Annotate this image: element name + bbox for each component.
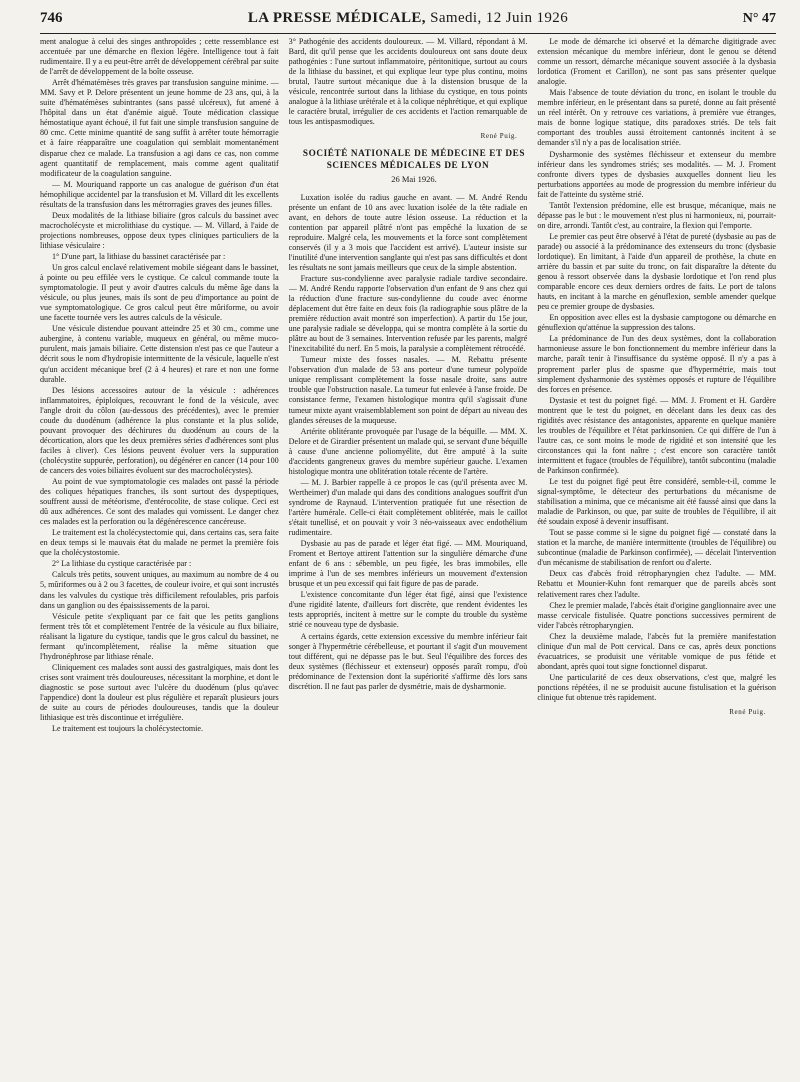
article-paragraph: Chez le premier malade, l'abcès était d'origine ganglionnaire avec une masse cervicale fistulisée. Quatre ponctions successives permirent de vider l'abcès rétropharyngien. bbox=[537, 600, 777, 630]
article-paragraph: L'existence concomitante d'un léger état figé, ainsi que l'existence d'une rigidité latente, d'ailleurs fort discrète, que rendent évidentes les tests appropriés, incitent à mettre sur le compte du trouble du système strié ce nouveau type de dysbasie. bbox=[288, 590, 528, 630]
article-paragraph: Des lésions accessoires autour de la vésicule : adhérences inflammatoires, épiploïques, recouvrant le fond de la vésicule, avec l'angle droit du côlon (au-dessous des précédentes), avec le premier coude du duodénum (adhérence la plus constante et la plus solide, pouvant provoquer des déchirures du duodénum au cours de la décortication, alors que les deux premières séries d'adhérences sont plus faciles à cliver). Ces lésions peuvent évoluer vers la suppuration (cholécystite suppurée, perforation), ou dégénérer en cancer (14 pour 100 de cancers des voies biliaires évoluent sur des macrocholécystes). bbox=[40, 385, 279, 475]
column-right bbox=[537, 37, 776, 1072]
journal-masthead bbox=[100, 10, 716, 27]
signature: René Puig. bbox=[480, 132, 518, 141]
article-paragraph: Arrêt d'hématémèses très graves par transfusion sanguine minime. — MM. Savy et P. Delore présentent un jeune homme de 23 ans, qui, à la suite d'hématémèses subintrantes (sans passé ulcéreux), fut amené à l'hôpital dans un état d'anémie aiguë. Toute médication classique hémostatique ayant échoué, il fut fait une simple transfusion sanguine de 80 cmc. Cette minime quantité de sang suffit à arrêter toute hémorragie et à faire réapparaître une coagulation qui semblait momentanément disparue chez ce malade. La transfusion a agi dans ce cas, non comme agent quantitatif de remplacement, mais comme agent qualitatif modificateur de la coagulation sanguine. bbox=[40, 78, 279, 178]
article-paragraph: — M. J. Barbier rappelle à ce propos le cas (qu'il présenta avec M. Wertheimer) d'un malade qui dans des conditions analogues souffrit d'un syndrome de Raynaud. L'intervention pratiquée fut une résection de l'artère humérale. Celle-ci était complètement oblitérée, mais le caillot s'était tunellisé, et on pouvait y voir 3 néo-vaisseaux avec endothélium rudimentaire. bbox=[288, 477, 528, 538]
page-number: 746 bbox=[40, 10, 63, 26]
article-paragraph: Dysbasie au pas de parade et léger état figé. — MM. Mouriquand, Froment et Bertoye attirent l'attention sur la singulière démarche d'une enfant de 6 ans : sébemble, un peu figée, les bras immobiles, elle imprime à l'un de ses membres inférieurs un mouvement d'extension brusque et un peu excessif qui fait figure de pas de parade. bbox=[288, 539, 528, 589]
article-paragraph: Chez la deuxième malade, l'abcès fut la première manifestation clinique d'un mal de Pott cervical. Dans ce cas, après deux ponctions évacuatrices, se produisit une véritable vomique de pus fétide et abondant, après quoi tout signe fonctionnel disparut. bbox=[537, 631, 777, 671]
article-paragraph: 2° La lithiase du cystique caractérisée par : bbox=[52, 559, 192, 569]
society-heading: SOCIÉTÉ NATIONALE DE MÉDECINE ET DES SCIENCES MÉDICALES DE LYON bbox=[302, 148, 526, 171]
article-paragraph: Un gros calcul enclavé relativement mobile siégeant dans le bassinet, à pointe ou peu effilée vers le cystique. Ce calcul commande toute la symptomatologie. Il peut y avoir d'autres calculs du même âge dans la vésicule, ou plus jeunes, mais ils sont de peu d'importance au point de vue symptomatologique. Ce gros calcul peut être mûriforme, ou avoir une facette tournée vers les autres calculs de la vésicule. bbox=[40, 263, 279, 323]
article-paragraph: Deux modalités de la lithiase biliaire (gros calculs du bassinet avec macrocholécyste et microlithiase du cystique. — M. Villard, à l'aide de projections nombreuses, oppose deux types cliniques particuliers de la lithiase vésiculaire : bbox=[40, 210, 279, 250]
article-paragraph: Le test du poignet figé peut être considéré, semble-t-il, comme le signal-symptôme, le détecteur des perturbations du mécanisme de stabilisation a minima, que ce mécanisme ait été faussé ainsi que dans la maladie de Parkinson, ou que, par suite de troubles de l'équilibre, il ait été soudain exposé à devenir insuffisant. bbox=[537, 477, 777, 527]
article-paragraph: Au point de vue symptomatologie ces malades ont passé la période des coliques hépatiques franches, ils sont surtout des dyspeptiques, souffrent aussi de météorisme, d'entérocolite, de stase colique. Ceci est dû aux adhérences. Ce sont des malades qui vomissent. Le danger chez ces malades est la perforation ou la dégénérescence cancéreuse. bbox=[40, 477, 279, 527]
article-paragraph: Luxation isolée du radius gauche en avant. — M. André Rendu présente un enfant de 10 ans avec luxation isolée de la tête radiale en avant, en dehors de toute autre lésion osseuse. La réduction et la contention par appareil plâtré n'ont pas empêché la luxation de se reproduire. Malgré cela, les mouvements et la force sont complètement conservés (il y a 3 mois que l'accident est arrivé). L'auteur insiste sur l'inutilité d'une intervention sanglante qui n'est pas sans difficultés et dont les résultats ne sont jamais meilleurs que ceux de la simple abstention. bbox=[288, 192, 528, 272]
page-header bbox=[40, 4, 776, 34]
article-paragraph: Vésicule petite s'expliquant par ce fait que les petits ganglions ferment très tôt et complètement l'entrée de la vésicule au flux biliaire, réalisant la ligature du cystique, tandis que le gros calcul du bassinet, ne fermant qu'incomplètement, réalise la même situation que l'hydronéphrose par lithiase rénale. bbox=[40, 611, 279, 661]
article-paragraph: Deux cas d'abcès froid rétropharyngien chez l'adulte. — MM. Rebattu et Mounier-Kuhn font remarquer que de pareils abcès sont relativement rares chez l'adulte. bbox=[537, 569, 777, 599]
article-paragraph: ment analogue à celui des singes anthropoïdes ; cette ressemblance est accentuée par une démarche en flexion légère. Intelligence tout à fait rudimentaire. Il y a eu peut-être arrêt de développement cérébral par suite de l'arrêt de développement de la boîte osseuse. bbox=[40, 37, 279, 77]
signature: René Puig. bbox=[729, 708, 767, 717]
article-paragraph: Le traitement est la cholécystectomie qui, dans certains cas, sera faite en deux temps si le mauvais état du malade ne permet la première fois que la cholécystostomie. bbox=[40, 528, 279, 558]
article-paragraph: Une particularité de ces deux observations, c'est que, malgré les ponctions répétées, il ne se produisit aucune fistulisation et la guérison clinique fut obtenue très rapidement. bbox=[537, 672, 777, 702]
article-paragraph: Tantôt l'extension prédomine, elle est brusque, mécanique, mais ne dépasse pas le but : le mouvement n'est plus ni harmonieux, ni, pourrait-on dire, arrondi. Tantôt c'est, au contraire, la flexion qui l'emporte. bbox=[537, 200, 777, 230]
article-paragraph: Calculs très petits, souvent uniques, au maximum au nombre de 4 ou 5, mûriformes ou à 2 ou 3 facettes, de couleur ivoire, et qui sont incrustés dans les valvules du cystique très difficilement refoulables, pris parfois dans un ganglion ou des épaississements de la paroi. bbox=[40, 570, 279, 610]
article-paragraph: En opposition avec elles est la dysbasie camptogone ou démarche en génuflexion qu'atténue la suppression des talons. bbox=[537, 313, 777, 333]
article-paragraph: Dystasie et test du poignet figé. — MM. J. Froment et H. Gardère montrent que le test du poignet, en décelant dans les deux cas des rigidités avec résistance des antagonistes, apparente en quelque manière les troubles de l'équilibre et l'état parkinsonien. Ce qui diffère de l'un à l'autre cas, ce sont moins le mode de rigidité et son intensité que les circonstances qui la font naître ; c'est encore son caractère tantôt intermittent et fugace (troubles de l'équilibre), tantôt subcontinu (maladie de Parkinson confirmée). bbox=[537, 395, 777, 475]
session-date: 26 Mai 1926. bbox=[391, 174, 437, 185]
article-paragraph: 3° Pathogénie des accidents douloureux. — M. Villard, répondant à M. Bard, dit qu'il pense que les accidents douloureux ont sans doute deux pathogénies : l'une surtout inflammatoire, péritonitique, surtout au cours de la lithiase du bassinet, et qui explique leur type plus continu, moins brutal, l'autre surtout mécanique due à la distension brusque de la vésicule, rencontrée surtout dans la lithiase du cystique, en tous points analogue à la lithiase urétérale et à la colique néphrétique, et qui explique le caractère brutal, irrégulier de ces accidents et l'action remarquable de tous les antispasmodiques. bbox=[288, 37, 528, 127]
article-paragraph: Fracture sus-condylienne avec paralysie radiale tardive secondaire. — M. André Rendu rapporte l'observation d'un enfant de 9 ans chez qui la réduction d'une fracture sus-condylienne du coude avec énorme déplacement dut être faite en deux fois (la radiographie sous plâtre de la première réduction avait montré son imperfection). A partir du 15e jour, une paralysie radiale se développa, qui se montra complète à la sortie du plâtre au bout de 3 semaines. Intervention refusée par les parents, malgré l'inexcitabilité du nerf. En 5 mois, la paralysie a complètement rétrocédé. bbox=[288, 273, 528, 354]
article-paragraph: La prédominance de l'un des deux systèmes, dont la collaboration harmonieuse assure le bon fonctionnement du membre inférieur dans la marche, paraît tenir à l'insuffisance du système opposé. Il n'y a pas à proprement parler plus de spasme que d'hypermétrie, mais tout simplement dysharmonie des systèmes opposés et rupture de l'équilibre des forces en présence. bbox=[537, 334, 777, 394]
article-paragraph: 1° D'une part, la lithiase du bassinet caractérisée par : bbox=[52, 251, 226, 261]
article-paragraph: Dysharmonie des systèmes fléchisseur et extenseur du membre inférieur dans les syndromes striés; ses modalités. — M. J. Froment confronte divers types de dysbasies auxquelles donnent lieu les perturbations apportées au mode de progression du membre inférieur du fait de l'atteinte du système strié. bbox=[537, 149, 777, 199]
article-paragraph: Le traitement est toujours la cholécystectomie. bbox=[52, 724, 204, 734]
column-middle bbox=[289, 37, 528, 1072]
article-paragraph: Le premier cas peut être observé à l'état de pureté (dysbasie au pas de parade) ou associé à la prédominance des extenseurs du tronc (dysbasie lordotique). En limitant, à l'aide d'un appareil de prothèse, la chute en arrière du bassin et par suite du tronc, on fait disparaître la détente du genou à ressort observée dans la dysbasie lordotique et l'on rend plus comparable encore ces deux derniers ordres de faits. Le port de talons hauts, en incitant à la marche en génuflexion, semble amender quelque peu ce premier groupe de dysbasies. bbox=[537, 231, 777, 312]
article-paragraph: Le mode de démarche ici observé et la démarche digitigrade avec extension mécanique du membre inférieur, dont le genou se détend comme un ressort, démarche mécanique souvent associée à la dysbasia lordotica (Froment et Carillon), ne sont pas sans présenter quelque analogie. bbox=[537, 37, 777, 87]
article-paragraph: A certains égards, cette extension excessive du membre inférieur fait songer à l'hypermétrie cérébelleuse, et pourtant il s'agit d'un mouvement tout différent, qui ne dépasse pas le but. Seul l'équilibre des forces des deux systèmes (fléchisseur et extenseur) opposés paraît rompu, d'où prédominance de l'extension dont la supériorité s'affirme dès lors sans discrétion. Il ne faut pas parler de dysmétrie, mais de dysharmonie. bbox=[288, 631, 528, 691]
article-paragraph: Cliniquement ces malades sont aussi des gastralgiques, mais dont les crises sont vraiment très douloureuses, nécessitant la morphine, et dont le diagnostic se pose surtout avec l'ulcère du duodénum (plus qu'avec l'appendice) dont la douleur est plus régulière et reparaît plusieurs jours de suite au cours de périodes douloureuses, tandis que la douleur lithiasique est très discontinue et irrégulière. bbox=[40, 662, 279, 723]
article-paragraph: Artérite oblitérante provoquée par l'usage de la béquille. — MM. X. Delore et de Girardier présentent un malade qui, se servant d'une béquille à cause d'une ancienne poliomyélite, dut être amputé à la suite d'accidents gangreneux graves du membre supérieur gauche. L'examen histologique montra une oblitération totale récente de l'artère. bbox=[288, 426, 528, 476]
article-paragraph: — M. Mouriquand rapporte un cas analogue de guérison d'un état hémophilique accidentel par la transfusion et M. Villard dit les excellents résultats de la transfusion dans les métrorragies graves des jeunes filles. bbox=[40, 179, 279, 209]
journal-title: LA PRESSE MÉDICALE, bbox=[247, 10, 426, 26]
article-paragraph: Une vésicule distendue pouvant atteindre 25 et 30 cm., comme une aubergine, à contenu variable, muqueux en général, ou même muco-purulent, mais jamais biliaire. Cette distension n'est pas ce que l'auteur a décrit sous le nom d'hydropisie intermittente de la vésicule, laquelle n'est qu'un accident mécanique bref (2 à 4 heures) et rare et non une forme durable. bbox=[40, 324, 279, 384]
article-paragraph: Mais l'absence de toute déviation du tronc, en isolant le trouble du membre inférieur, en le présentant dans sa pureté, donne au fait présenté un réel intérêt. On y retrouve ces variations, à première vue étranges, mais de bonne logique statique, dits paradoxes striés. De tels fait comportant des troubles aussi étroitement cantonnés incitent à se demander s'il n'y a pas de localisation striée. bbox=[537, 88, 777, 148]
article-paragraph: Tumeur mixte des fosses nasales. — M. Rebattu présente l'observation d'un malade de 53 ans porteur d'une tumeur polypoïde unique remplissant complètement la fosse nasale droite, sans autre trouble que l'obstruction nasale. La tumeur fut enlevée à l'anse froide. De consistance ferme, l'examen histologique montra qu'il s'agissait d'une tumeur mixte ayant vraisemblablement son point de départ au niveau des glandes séreuses de la muqueuse. bbox=[288, 355, 528, 425]
text-columns bbox=[40, 37, 776, 1072]
issue-date: Samedi, 12 Juin 1926 bbox=[425, 10, 569, 26]
issue-number: N° 47 bbox=[742, 10, 776, 26]
column-left bbox=[40, 37, 279, 1072]
article-paragraph: Tout se passe comme si le signe du poignet figé — constaté dans la station et la marche, de manière intermittente (troubles de l'équilibre) ou subcontinue (maladie de Parkinson confirmée), — décelait l'intervention d'un mécanisme de stabilisation de renfort ou d'alerte. bbox=[537, 528, 777, 568]
